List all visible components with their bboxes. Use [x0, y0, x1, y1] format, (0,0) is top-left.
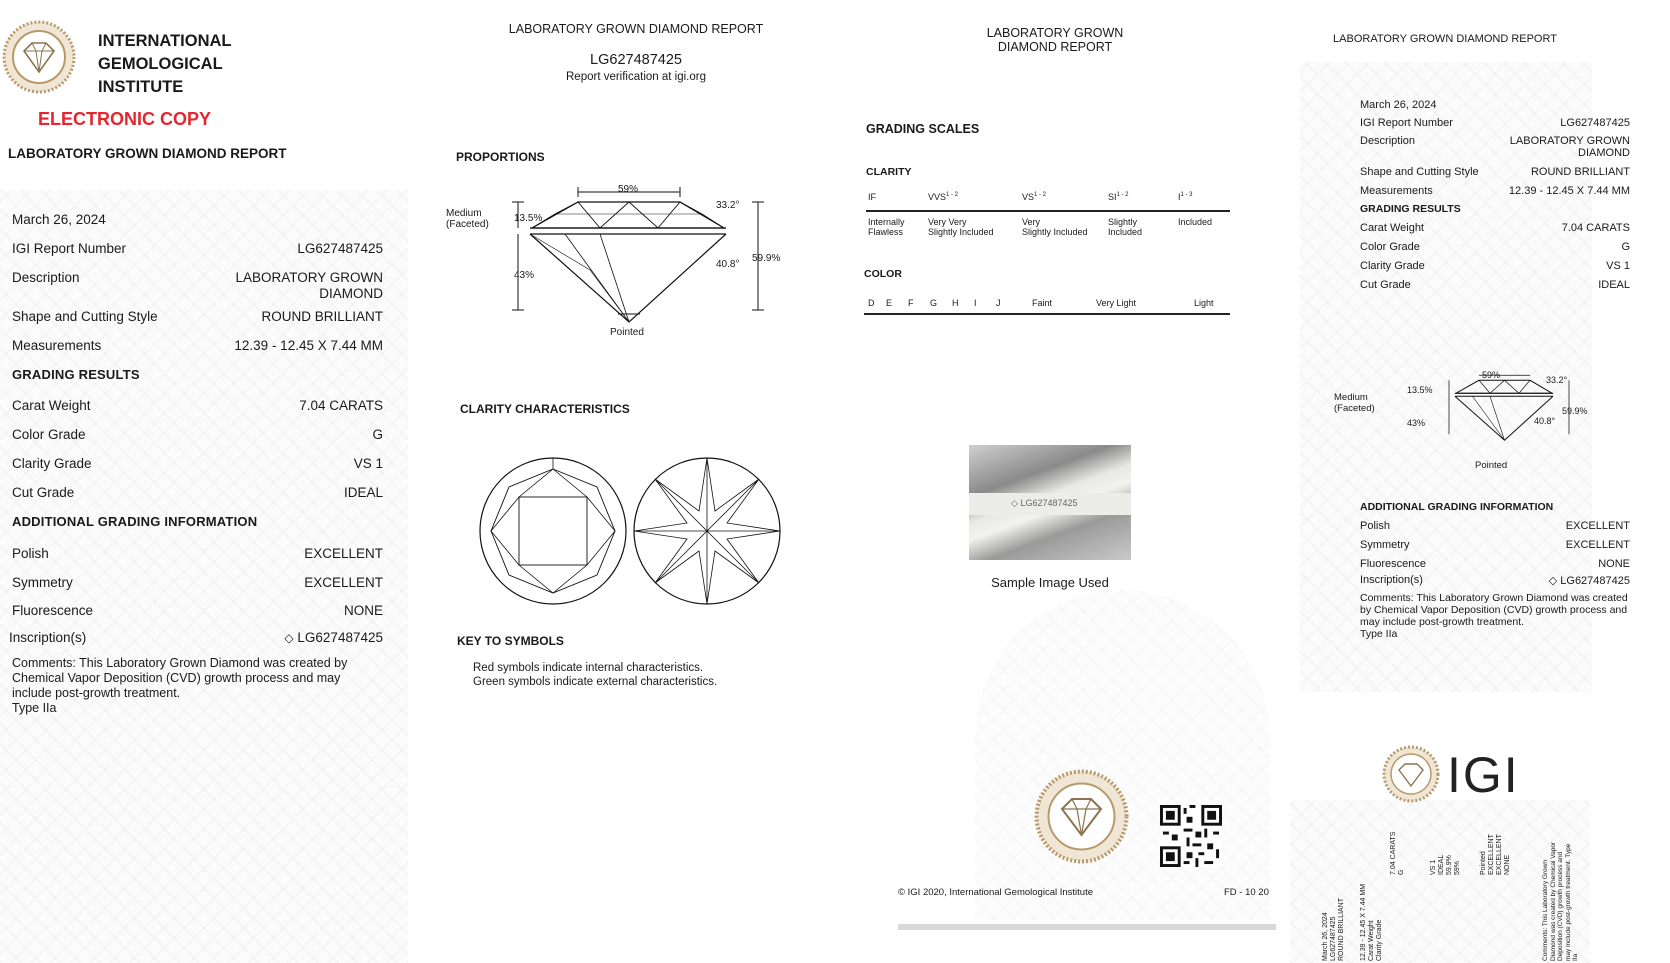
report-number-row: IGI Report Number LG627487425: [12, 241, 383, 256]
clarity-grade-si: SI$^{1 - 2}$: [1108, 192, 1129, 202]
color-letter-e: E: [886, 298, 893, 308]
comments-text: Comments: This Laboratory Grown Diamond was created by Chemical Vapor Deposition (CVD) growth process and may include post-growth treatment. Type IIa: [12, 656, 348, 715]
p4-pavilion-depth: 43%: [1407, 418, 1426, 428]
grading-scales-heading: GRADING SCALES: [866, 122, 980, 136]
rotated-col-1: March 26, 2024 LG627487425 ROUND BRILLIANT: [1322, 897, 1345, 961]
clarity-scale: [866, 190, 1230, 246]
inscription-row: Inscription(s) ◇ LG627487425: [9, 630, 383, 645]
color-letter-d: D: [868, 298, 875, 308]
diamond-inscription-icon: ◇: [284, 631, 294, 645]
p4-culet-label: Pointed: [1475, 460, 1508, 471]
clarity-scale-heading: CLARITY: [866, 166, 912, 178]
p4-comments: Comments: This Laboratory Grown Diamond was created by Chemical Vapor Deposition (CVD) growth process and may include post-growth treatment. Type IIa: [1360, 592, 1628, 640]
p4-clarity-row: Clarity Grade VS 1: [1360, 260, 1630, 272]
p4-pavilion-angle: 40.8°: [1534, 416, 1556, 426]
report-title: LABORATORY GROWN DIAMOND REPORT: [8, 146, 287, 161]
pavilion-angle: 40.8°: [716, 259, 740, 270]
clarity-grade-vvs: VVS$^{1 - 2}$: [928, 192, 959, 202]
clarity-row: Clarity Grade VS 1: [12, 456, 383, 471]
p4-inscription-row: Inscription(s) ◇ LG627487425: [1360, 574, 1630, 587]
p4-igi-wordmark: IGI: [1447, 747, 1520, 803]
color-letter-i: I: [974, 298, 977, 308]
cut-row: Cut Grade IDEAL: [12, 485, 383, 500]
p4-total-depth: 59.9%: [1562, 406, 1588, 416]
p4-inscription-icon: ◇: [1548, 575, 1558, 587]
electronic-copy-label: ELECTRONIC COPY: [38, 109, 212, 129]
key-line-green: Green symbols indicate external characteristics.: [473, 676, 718, 688]
inscription-icon: ◇: [1011, 498, 1018, 508]
grading-results-heading: GRADING RESULTS: [12, 367, 140, 382]
p4-carat-row: Carat Weight 7.04 CARATS: [1360, 222, 1630, 234]
p4-crown-angle: 33.2°: [1546, 375, 1568, 385]
clarity-plot-crown-view: [477, 455, 629, 607]
rotated-col-5: Pointed EXCELLENT EXCELLENT NONE: [1480, 834, 1511, 875]
page1-report-block: [0, 0, 405, 963]
color-letter-g: G: [930, 298, 938, 308]
crown-angle: 33.2°: [716, 200, 740, 211]
page3-seal-watermark: [975, 590, 1270, 920]
p4-fluorescence-row: Fluorescence NONE: [1360, 558, 1630, 570]
rotated-col-4: VS 1 IDEAL 59.9% 59%: [1430, 854, 1461, 875]
p4-crown-height: 13.5%: [1407, 385, 1433, 395]
color-scale-bar: [864, 313, 1230, 315]
page3-title: LABORATORY GROWN DIAMOND REPORT: [986, 26, 1124, 54]
total-depth: 59.9%: [752, 253, 781, 264]
shape-value: ROUND BRILLIANT: [261, 309, 383, 324]
color-word-light: Light: [1194, 298, 1214, 308]
symmetry-row: Symmetry EXCELLENT: [12, 575, 383, 590]
clarity-desc-i: Included: [1178, 217, 1213, 227]
rotated-col-2: 12.39 - 12.45 X 7.44 MM Carat Weight Clarity Grade: [1360, 883, 1383, 961]
color-scale: [864, 296, 1230, 320]
org-line-1: INTERNATIONAL: [98, 32, 232, 50]
color-letter-h: H: [952, 298, 959, 308]
sample-caption: Sample Image Used: [991, 575, 1109, 590]
color-word-very-light: Very Light: [1096, 298, 1137, 308]
p4-symmetry-row: Symmetry EXCELLENT: [1360, 539, 1630, 551]
measurements-row: Measurements 12.39 - 12.45 X 7.44 MM: [12, 338, 383, 353]
clarity-grade-vs: VS$^{1 - 2}$: [1022, 192, 1047, 202]
proportions-heading: PROPORTIONS: [456, 150, 545, 164]
additional-grading-heading: ADDITIONAL GRADING INFORMATION: [12, 514, 258, 529]
clarity-characteristics-heading: CLARITY CHARACTERISTICS: [460, 402, 630, 416]
p4-description-row: Description LABORATORY GROWN DIAMOND: [1360, 135, 1630, 159]
page3-bottom-bar: [898, 924, 1276, 930]
report-number-value: LG627487425: [297, 241, 383, 256]
p4-measurements-row: Measurements 12.39 - 12.45 X 7.44 MM: [1360, 185, 1630, 197]
report-date: March 26, 2024: [12, 212, 106, 227]
p4-shape-row: Shape and Cutting Style ROUND BRILLIANT: [1360, 166, 1630, 178]
rotated-col-6: Comments: This Laboratory Grown Diamond was created by Chemical Vapor Deposition (CVD) growth process and may include post-growth treatment. Type IIa: [1542, 841, 1579, 961]
p4-rotated-summary: [1320, 815, 1590, 963]
carat-row: Carat Weight 7.04 CARATS: [12, 398, 383, 413]
description-value: LABORATORY GROWN DIAMOND: [235, 270, 383, 301]
sample-inscription: ◇ LG627487425: [1011, 498, 1078, 508]
color-letter-f: F: [908, 298, 914, 308]
color-word-faint: Faint: [1032, 298, 1053, 308]
description-row: Description LABORATORY GROWN DIAMOND: [12, 270, 383, 301]
p4-date: March 26, 2024: [1360, 99, 1437, 111]
clarity-desc-vs: Very Slightly Included: [1022, 217, 1088, 237]
shape-row: Shape and Cutting Style ROUND BRILLIANT: [12, 309, 383, 324]
color-scale-heading: COLOR: [864, 268, 902, 280]
qr-code: [1160, 805, 1222, 867]
measurements-value: 12.39 - 12.45 X 7.44 MM: [234, 338, 383, 353]
clarity-desc-si: Slightly Included: [1108, 217, 1143, 237]
sample-image: [969, 445, 1131, 560]
page2-report-number: LG627487425: [590, 52, 682, 68]
verification-text: Report verification at igi.org: [566, 71, 706, 83]
p4-color-row: Color Grade G: [1360, 241, 1630, 253]
key-line-red: Red symbols indicate internal characteristics.: [473, 662, 704, 674]
p4-report-number-row: IGI Report Number LG627487425: [1360, 117, 1630, 129]
p4-additional-heading: ADDITIONAL GRADING INFORMATION: [1360, 501, 1554, 513]
clarity-desc-vvs: Very Very Slightly Included: [928, 217, 994, 237]
org-line-3: INSTITUTE: [98, 78, 184, 96]
fluorescence-row: Fluorescence NONE: [12, 603, 383, 618]
org-line-2: GEMOLOGICAL: [98, 55, 223, 73]
p4-cut-row: Cut Grade IDEAL: [1360, 279, 1630, 291]
color-letter-j: J: [996, 298, 1001, 308]
p4-girdle-label: Medium (Faceted): [1334, 392, 1375, 414]
page4-title: LABORATORY GROWN DIAMOND REPORT: [1333, 33, 1557, 45]
culet-label: Pointed: [610, 327, 644, 338]
clarity-plot-pavilion-view: [631, 455, 783, 607]
clarity-scale-bar: [866, 210, 1230, 212]
p4-table-percent: 59%: [1482, 370, 1501, 380]
clarity-grade-if: IF: [868, 192, 876, 202]
p4-grading-heading: GRADING RESULTS: [1360, 203, 1461, 215]
polish-row: Polish EXCELLENT: [12, 546, 383, 561]
p4-polish-row: Polish EXCELLENT: [1360, 520, 1630, 532]
rotated-col-3: 7.04 CARATS G: [1390, 831, 1405, 875]
color-row: Color Grade G: [12, 427, 383, 442]
page2-title: LABORATORY GROWN DIAMOND REPORT: [508, 22, 764, 36]
form-code: FD - 10 20: [1224, 887, 1269, 898]
copyright-text: © IGI 2020, International Gemological Institute: [898, 887, 1093, 898]
p4-igi-seal: [1382, 745, 1440, 803]
clarity-desc-if: Internally Flawless: [868, 217, 905, 237]
page3-igi-seal: [1034, 769, 1129, 864]
clarity-grade-i: $I^{1 - 3}$: [1178, 192, 1193, 202]
table-percent: 59%: [618, 184, 639, 195]
key-to-symbols-heading: KEY TO SYMBOLS: [457, 634, 564, 648]
crown-height: 13.5%: [514, 213, 543, 224]
girdle-label: Medium (Faceted): [446, 208, 489, 230]
pavilion-depth: 43%: [514, 270, 535, 281]
